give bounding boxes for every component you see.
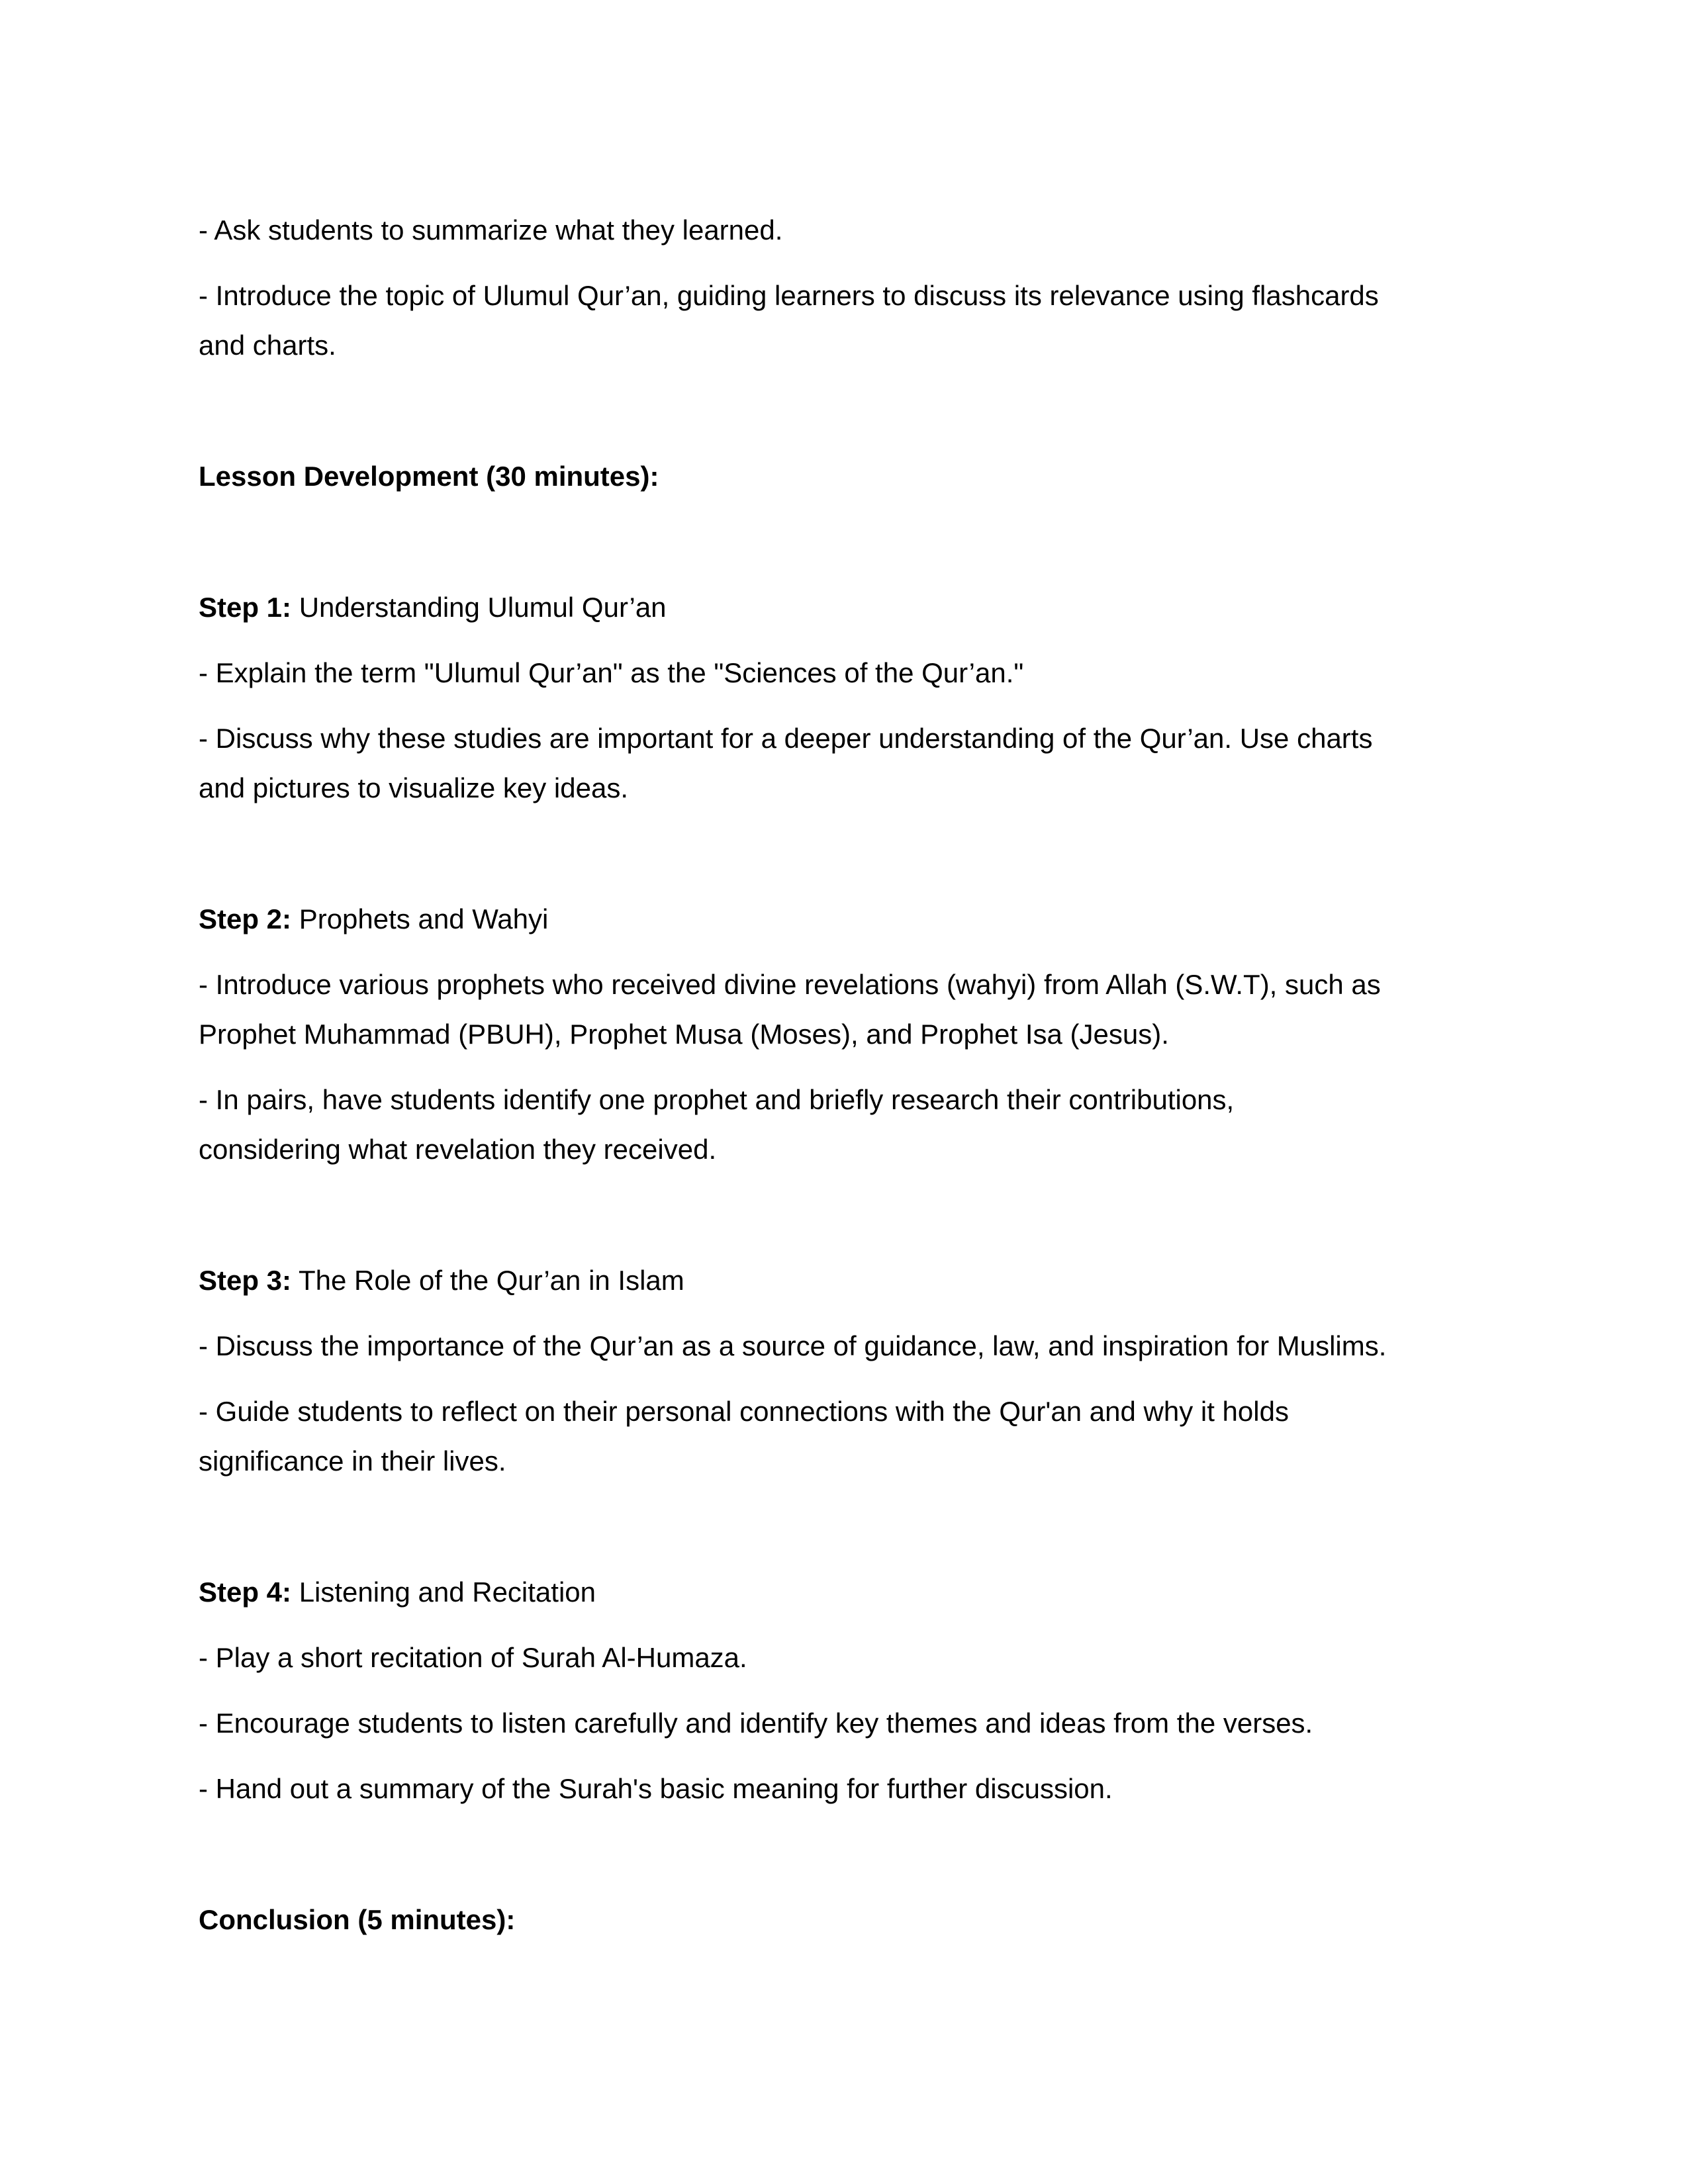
paragraph bbox=[199, 1764, 1489, 1813]
blank-line bbox=[199, 829, 1489, 878]
blank-line bbox=[199, 1190, 1489, 1240]
text-line: Conclusion (5 minutes): bbox=[199, 1904, 516, 1935]
paragraph bbox=[199, 648, 1489, 698]
paragraph bbox=[199, 1075, 1489, 1174]
text-line: Step 1: Understanding Ulumul Qur’an bbox=[199, 592, 667, 623]
text-line: - Introduce the topic of Ulumul Qur’an, guiding learners to discuss its relevance using flashcards bbox=[199, 280, 1379, 311]
paragraph bbox=[199, 1321, 1489, 1371]
text-line: - Introduce various prophets who received divine revelations (wahyi) from Allah (S.W.T), such as bbox=[199, 969, 1381, 1000]
paragraph bbox=[199, 713, 1489, 813]
blank-line bbox=[199, 1829, 1489, 1879]
text-line: significance in their lives. bbox=[199, 1445, 506, 1477]
paragraph bbox=[199, 205, 1489, 255]
text-line: - Ask students to summarize what they learned. bbox=[199, 214, 783, 246]
text-line: Step 2: Prophets and Wahyi bbox=[199, 903, 549, 934]
section-heading bbox=[199, 451, 1489, 501]
text-line: - Play a short recitation of Surah Al-Humaza. bbox=[199, 1642, 747, 1673]
paragraph bbox=[199, 894, 1489, 944]
text-line: - Guide students to reflect on their personal connections with the Qur'an and why it holds bbox=[199, 1396, 1289, 1427]
text-line: Lesson Development (30 minutes): bbox=[199, 461, 659, 492]
blank-line bbox=[199, 517, 1489, 567]
text-line: - Discuss the importance of the Qur’an as a source of guidance, law, and inspiration for Muslims. bbox=[199, 1330, 1387, 1361]
paragraph bbox=[199, 1633, 1489, 1682]
section-heading bbox=[199, 1895, 1489, 1944]
paragraph bbox=[199, 582, 1489, 632]
step-label: Step 1: bbox=[199, 592, 292, 623]
paragraph bbox=[199, 1255, 1489, 1305]
blank-line bbox=[199, 1502, 1489, 1551]
document-body bbox=[199, 205, 1489, 1944]
text-line: - In pairs, have students identify one prophet and briefly research their contributions, bbox=[199, 1084, 1235, 1115]
paragraph bbox=[199, 271, 1489, 370]
text-line: - Hand out a summary of the Surah's basic meaning for further discussion. bbox=[199, 1773, 1113, 1804]
step-label: Step 2: bbox=[199, 903, 292, 934]
blank-line bbox=[199, 386, 1489, 435]
text-line: considering what revelation they received. bbox=[199, 1134, 717, 1165]
step-label: Step 3: bbox=[199, 1265, 292, 1296]
paragraph bbox=[199, 1698, 1489, 1748]
text-line: Step 4: Listening and Recitation bbox=[199, 1576, 596, 1608]
text-line: - Explain the term "Ulumul Qur’an" as the "Sciences of the Qur’an." bbox=[199, 657, 1024, 688]
text-line: - Discuss why these studies are important for a deeper understanding of the Qur’an. Use charts bbox=[199, 723, 1373, 754]
paragraph bbox=[199, 1387, 1489, 1486]
text-line: Prophet Muhammad (PBUH), Prophet Musa (Moses), and Prophet Isa (Jesus). bbox=[199, 1019, 1169, 1050]
text-line: Step 3: The Role of the Qur’an in Islam bbox=[199, 1265, 684, 1296]
paragraph bbox=[199, 960, 1489, 1059]
text-line: - Encourage students to listen carefully and identify key themes and ideas from the verses. bbox=[199, 1707, 1313, 1739]
text-line: and pictures to visualize key ideas. bbox=[199, 772, 629, 803]
paragraph bbox=[199, 1567, 1489, 1617]
step-label: Step 4: bbox=[199, 1576, 292, 1608]
text-line: and charts. bbox=[199, 330, 336, 361]
